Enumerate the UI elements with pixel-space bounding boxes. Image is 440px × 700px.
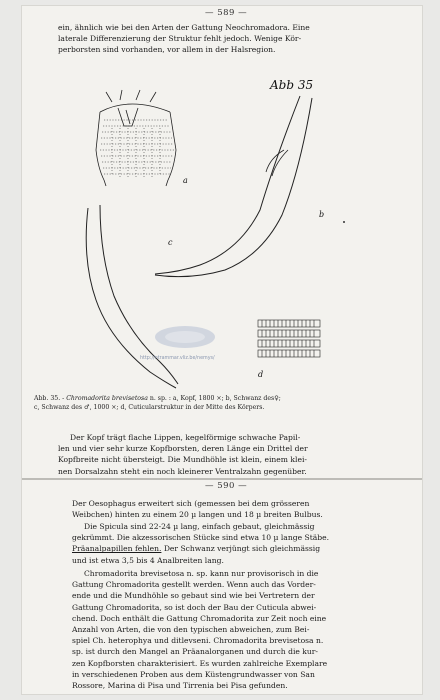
- watermark-url: http://ntrammar.vliz.be/nemys/: [140, 356, 215, 361]
- nemys-watermark-logo: [150, 322, 220, 352]
- spicula-line-3-rest: Der Schwanz verjüngt sich gleichmässig: [161, 544, 321, 554]
- spicula-line-1: Die Spicula sind 22-24 µ lang, einfach gebaut, gleichmässig: [84, 522, 315, 531]
- spicula-line-3: [72, 543, 398, 554]
- kopf-paragraph: [58, 432, 388, 477]
- diagnosis-line-5: chend. Doch enthält die Gattung Chromadorita zur Zeit noch eine: [72, 613, 327, 623]
- panel-d-cuticle-drawing: [258, 320, 320, 357]
- page-number-top: — 589 —: [205, 8, 248, 18]
- panel-letter-d: d: [258, 370, 264, 379]
- diagnosis-line-8: sp. ist durch den Mangel an Präanalorganen und durch die kur-: [72, 647, 318, 657]
- praeanal-underlined: Präanalpapillen fehlen.: [72, 544, 162, 554]
- oesophagus-line-2: Weibchen) hinten zu einem 20 µ langen und 18 µ breiten Bulbus.: [72, 510, 323, 520]
- diagnosis-line-3: ende und die Mundhöhle so gebaut sind wie bei Vertretern der: [72, 591, 315, 601]
- spicula-paragraph: [72, 521, 398, 566]
- panel-a-head-drawing: [96, 90, 176, 186]
- figure-caption: [34, 395, 374, 412]
- caption-species: Chromadorita brevisetosa: [66, 395, 148, 402]
- oesophagus-line-1: Der Oesophagus erweitert sich (gemessen bei dem grösseren: [72, 499, 310, 508]
- figure-label: Abb 35: [270, 78, 314, 92]
- diagnosis-line-6: Anzahl von Arten, die von den typischen abweichen, zum Bei-: [72, 625, 310, 635]
- kopf-line-2: len und vier sehr kurze Kopfborsten, deren Länge ein Drittel der: [58, 444, 308, 454]
- diagnosis-line-4: Gattung Chromadorita, so ist doch der Bau der Cuticula abwei-: [72, 602, 317, 612]
- diagnosis-paragraph: [72, 568, 398, 691]
- intro-line-1: ein, ähnlich wie bei den Arten der Gattung Neochromadora. Eine: [58, 23, 310, 32]
- caption-prefix: Abb. 35. -: [34, 395, 67, 402]
- panel-letter-b: b: [319, 210, 325, 219]
- spicula-line-2: gekrümmt. Die akzessorischen Stücke sind etwa 10 µ lange Stäbe.: [72, 533, 330, 543]
- diagnosis-line-11: Rossore, Marina di Pisa und Tirrenia bei Pisa gefunden.: [72, 681, 288, 691]
- diagnosis-line-10: in verschiedenen Proben aus dem Küstengrundwasser von San: [72, 669, 315, 679]
- panel-b-female-tail-drawing: [155, 96, 312, 277]
- kopf-line-4: nen Dorsalzahn steht ein noch kleinerer Ventralzahn gegenüber.: [58, 466, 307, 476]
- ink-speck: [343, 221, 345, 223]
- diagnosis-line-2: Gattung Chromadorita gestellt werden. Wenn auch das Vorder-: [72, 580, 316, 590]
- diagnosis-line-7: spiel Ch. heterophya und ditlevseni. Chromadorita brevisetosa n.: [72, 636, 324, 646]
- intro-line-2: laterale Differenzierung der Struktur fehlt jedoch. Wenige Kör-: [58, 34, 302, 44]
- oesophagus-paragraph: [72, 498, 398, 520]
- caption-line-1: n. sp. : a, Kopf, 1800 ×; b, Schwanz des♀;: [147, 395, 281, 402]
- panel-letter-a: a: [183, 176, 188, 185]
- page-number-bottom: — 590 —: [205, 481, 248, 491]
- page-divider: [22, 478, 422, 480]
- kopf-line-3: Kopfbreite nicht übersteigt. Die Mundhöhle ist klein, einem klei-: [58, 455, 307, 465]
- diagnosis-line-9: zen Kopfborsten charakterisiert. Es wurden zahlreiche Exemplare: [72, 658, 328, 668]
- spicula-line-4: und ist etwa 3,5 bis 4 Analbreiten lang.: [72, 555, 224, 565]
- diagnosis-line-1: Chromadorita brevisetosa n. sp. kann nur provisorisch in die: [84, 569, 319, 578]
- intro-line-3: perborsten sind vorhanden, vor allem in der Halsregion.: [58, 45, 276, 55]
- kopf-line-1: Der Kopf trägt flache Lippen, kegelförmige schwache Papil-: [70, 433, 301, 442]
- panel-letter-c: c: [168, 238, 173, 247]
- caption-line-2: c, Schwanz des ♂, 1000 ×; d, Cuticularstruktur in der Mitte des Körpers.: [34, 403, 265, 411]
